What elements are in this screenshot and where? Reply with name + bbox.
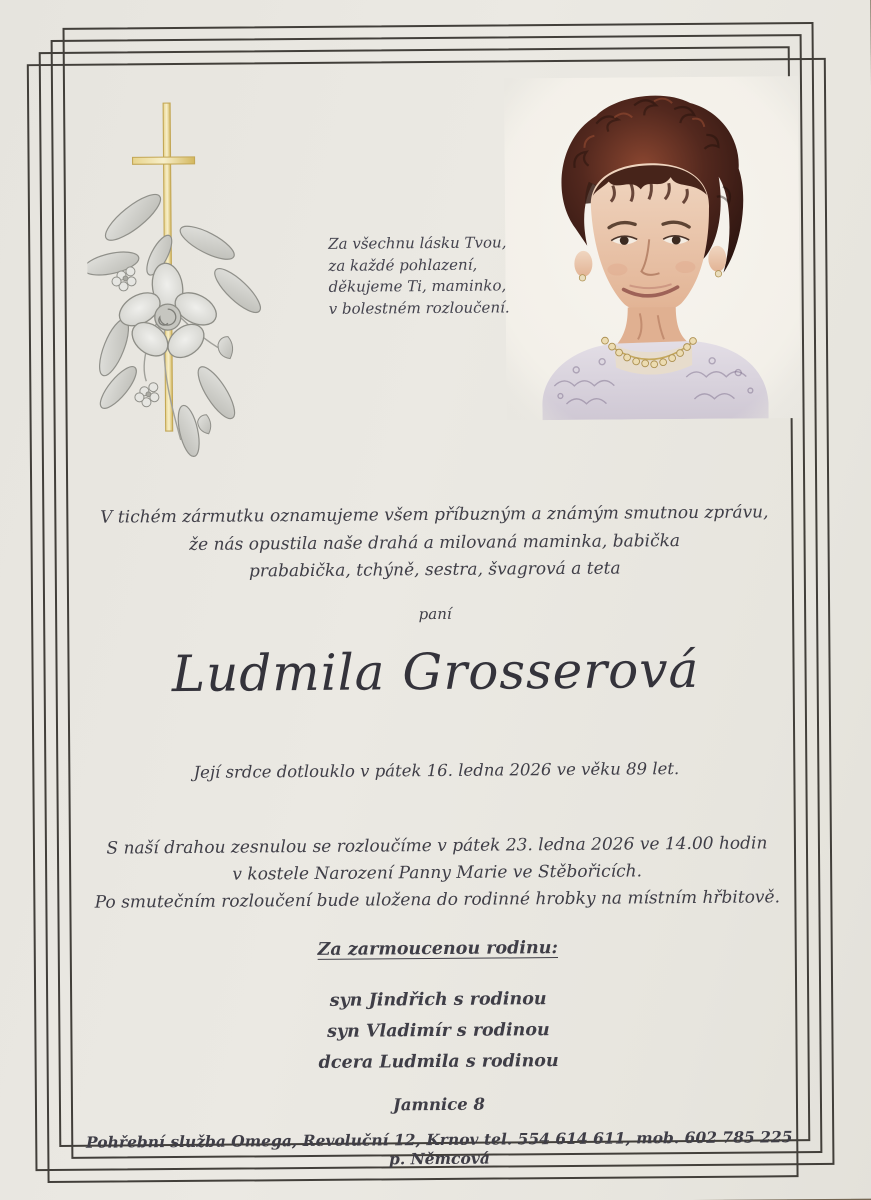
memorial-poem	[328, 232, 559, 320]
family-member-line: syn Vladimír s rodinou	[327, 1020, 550, 1042]
family-list	[78, 982, 799, 1081]
deceased-name: Ludmila Grosserová	[171, 640, 700, 704]
ceremony-line: Po smutečním rozloučení bude uložena do rodinné hrobky na místním hřbitově.	[94, 887, 781, 913]
ceremony-line: S naší drahou zesnulou se rozloučíme v pátek 23. ledna 2026 ve 14.00 hodin	[106, 833, 768, 859]
ceremony-line: v kostele Narození Panny Marie ve Stěbořicích.	[232, 861, 643, 885]
announcement-line: V tichém zármutku oznamujeme všem příbuzným a známým smutnou zprávu,	[100, 502, 769, 528]
family-member-line: syn Jindřich s rodinou	[329, 989, 547, 1011]
family-heading-text: Za zarmoucenou rodinu:	[317, 938, 558, 960]
ceremony-paragraph	[77, 830, 798, 917]
small-flower	[135, 383, 159, 407]
address-line: Jamnice 8	[392, 1094, 486, 1115]
title-prefix: paní	[418, 604, 452, 624]
funeral-service-footer: Pohřební služba Omega, Revoluční 12, Krnov tel. 554 614 611, mob. 602 785 225 p. Němcová	[85, 1127, 793, 1169]
poem-line: Za všechnu lásku Tvou,	[328, 233, 507, 253]
family-member-line: dcera Ludmila s rodinou	[318, 1051, 559, 1073]
poem-line: děkujeme Ti, maminko,	[328, 276, 507, 296]
poem-line: v bolestném rozloučení.	[328, 297, 510, 318]
poem-line: za každé pohlazení,	[328, 255, 478, 275]
death-date-line: Její srdce dotlouklo v pátek 16. ledna 2026 ve věku 89 let.	[193, 759, 680, 782]
announcement-paragraph	[74, 499, 795, 587]
announcement-line: prababička, tchýně, sestra, švagrová a teta	[248, 558, 621, 582]
announcement-line: že nás opustila naše drahá a milovaná maminka, babička	[189, 530, 681, 555]
cross-and-flowers-icon	[86, 94, 299, 466]
